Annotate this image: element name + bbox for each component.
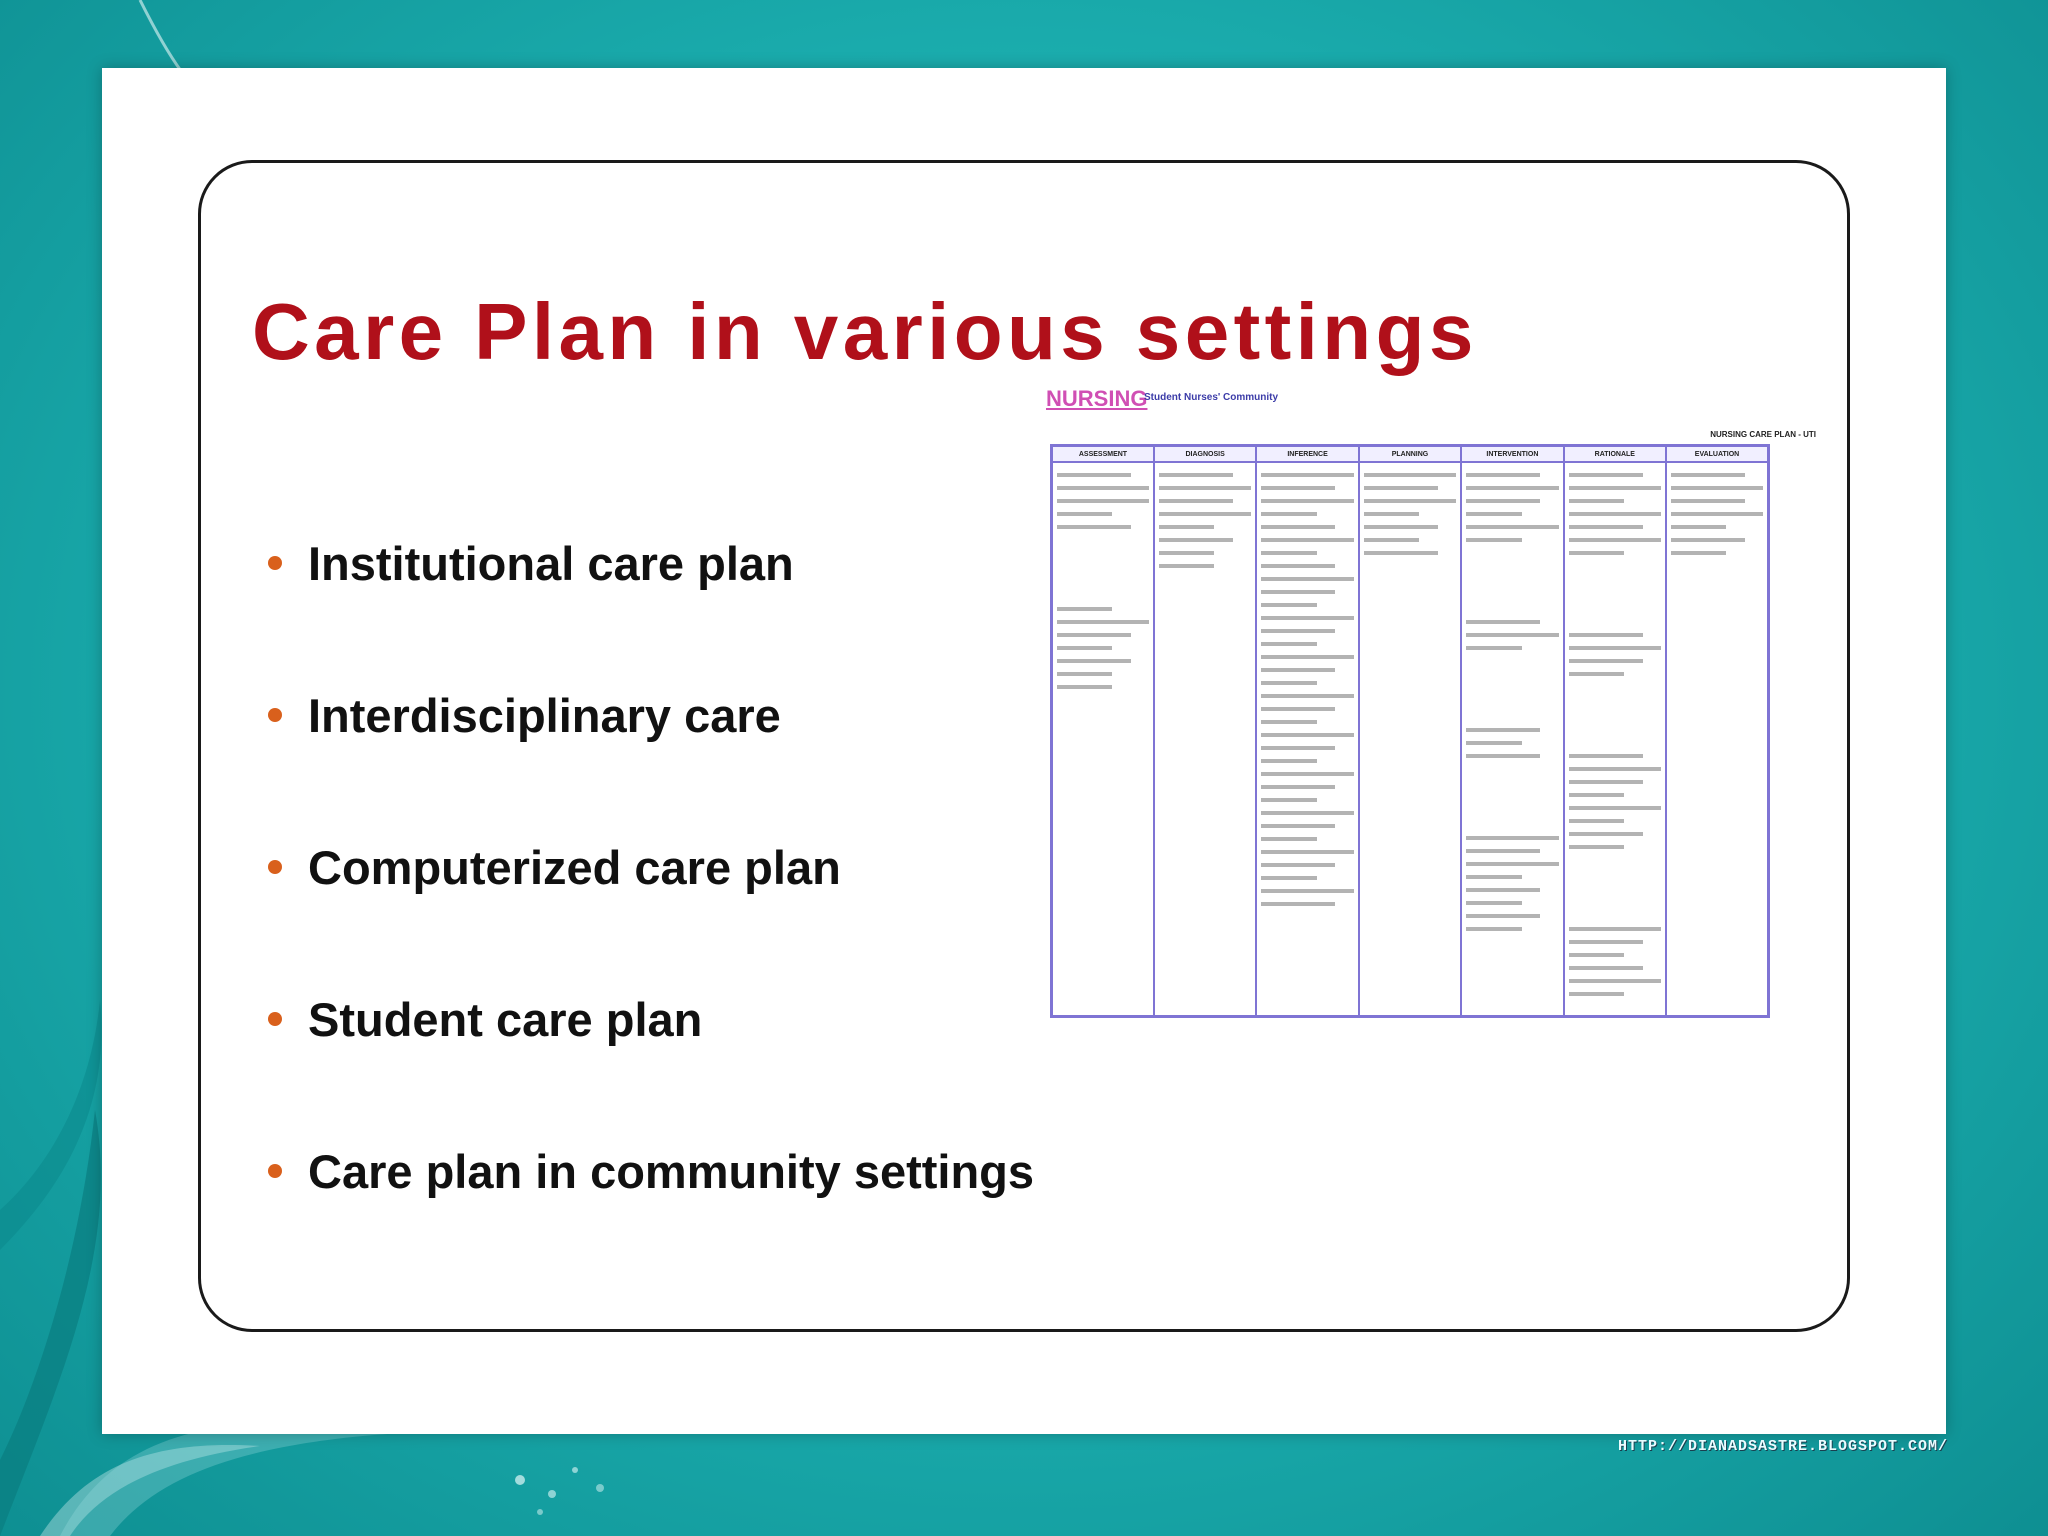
column-header: INFERENCE (1256, 446, 1358, 463)
table-header-row (1052, 446, 1769, 463)
bullet-text: Student care plan (308, 993, 703, 1046)
table-cell-placeholder-text (1359, 462, 1461, 1017)
bullet-dot-icon (268, 1012, 282, 1026)
table-cell-placeholder-text (1154, 462, 1256, 1017)
bullet-dot-icon (268, 1164, 282, 1178)
care-plan-document-thumbnail (1046, 386, 1822, 1046)
bullet-text: Computerized care plan (308, 841, 841, 894)
table-cell-placeholder-text (1461, 462, 1563, 1017)
bullet-dot-icon (268, 860, 282, 874)
document-heading: NURSING CARE PLAN - UTI (1710, 430, 1816, 439)
bullet-text: Institutional care plan (308, 537, 794, 590)
column-header: DIAGNOSIS (1154, 446, 1256, 463)
table-cell-placeholder-text (1564, 462, 1666, 1017)
care-plan-table (1050, 444, 1770, 1018)
table-cell-placeholder-text (1256, 462, 1358, 1017)
footer-url: HTTP://DIANADSASTRE.BLOGSPOT.COM/ (1617, 1438, 1948, 1455)
table-cell-placeholder-text (1052, 462, 1154, 1017)
column-header: PLANNING (1359, 446, 1461, 463)
table-cell-placeholder-text (1666, 462, 1768, 1017)
slide-canvas (102, 68, 1946, 1434)
bullet-text: Care plan in community settings (308, 1145, 1035, 1198)
slide-title: Care Plan in various settings (252, 287, 1478, 376)
bullet-text: Interdisciplinary care (308, 689, 781, 742)
document-subtitle: Student Nurses' Community (1144, 392, 1279, 403)
nursing-logo: NURSING (1046, 386, 1148, 411)
bullet-dot-icon (268, 556, 282, 570)
bullet-dot-icon (268, 708, 282, 722)
column-header: RATIONALE (1564, 446, 1666, 463)
table-row (1052, 462, 1769, 1017)
column-header: ASSESSMENT (1052, 446, 1154, 463)
column-header: INTERVENTION (1461, 446, 1563, 463)
column-header: EVALUATION (1666, 446, 1768, 463)
